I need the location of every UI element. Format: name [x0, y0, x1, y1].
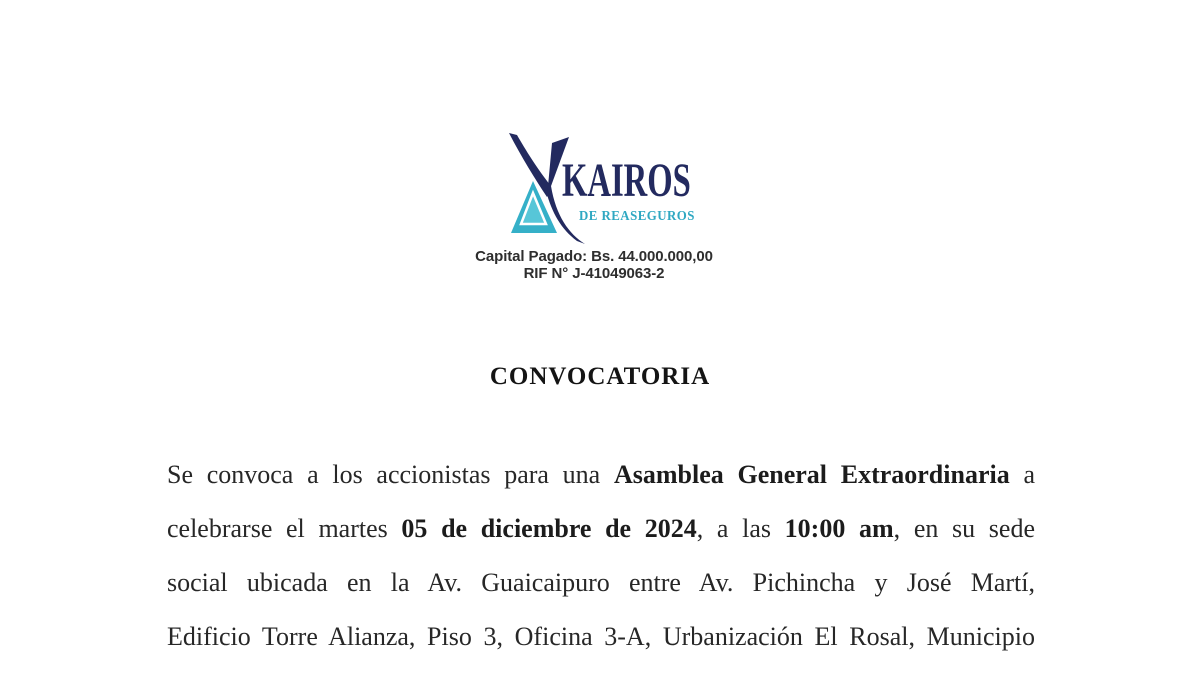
body-line [167, 502, 1035, 556]
document-body [167, 448, 1035, 664]
body-bold-segment: 10:00 am [784, 514, 894, 543]
body-text-segment: a [1009, 460, 1036, 489]
body-text-segment: , a las [696, 514, 785, 543]
body-text-segment: , en su sede [893, 514, 1035, 543]
body-text-segment: social ubicada en la Av. Guaicaipuro entre Av. Pichincha y José Martí, [167, 568, 1035, 597]
body-text-segment: Edificio Torre Alianza, Piso 3, Oficina 3-A, Urbanización El Rosal, Municipio [167, 622, 1035, 651]
company-logo [505, 133, 705, 248]
brand-name: KAIROS [562, 154, 691, 207]
body-bold-segment: 05 de diciembre de 2024 [401, 514, 697, 543]
brand-subtitle: DE REASEGUROS [579, 209, 695, 224]
body-text-segment: celebrarse el martes [167, 514, 402, 543]
document-title: CONVOCATORIA [489, 363, 711, 390]
brand-text [562, 154, 702, 225]
body-line [167, 448, 1035, 502]
company-meta [0, 248, 1188, 282]
body-bold-segment: Asamblea General Extraordinaria [613, 460, 1010, 489]
body-text-segment: Se convoca a los accionistas para una [167, 460, 614, 489]
capital-pagado-line: Capital Pagado: Bs. 44.000.000,00 [475, 248, 713, 265]
body-line [167, 556, 1035, 610]
body-line [167, 610, 1035, 664]
rif-line: RIF N° J-41049063-2 [523, 265, 665, 282]
